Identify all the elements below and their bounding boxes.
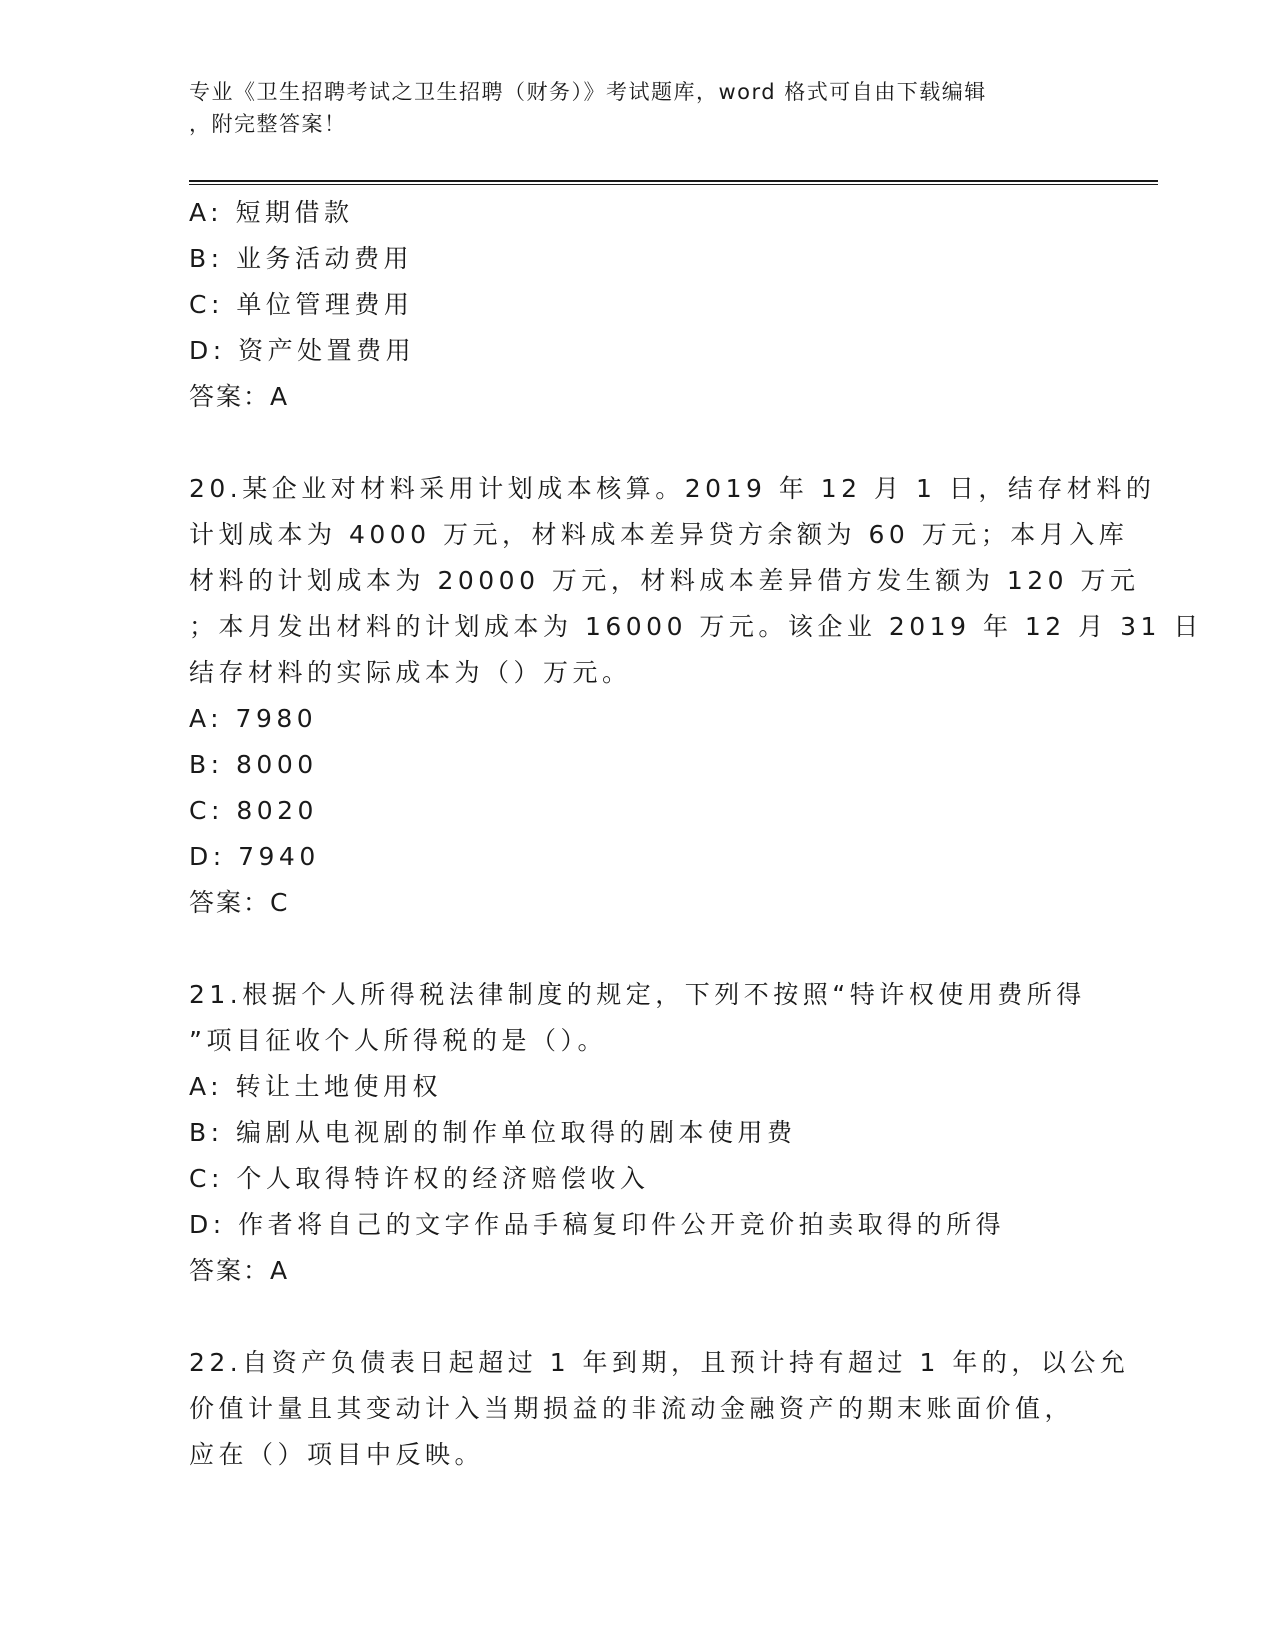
option-a: A: 7980 xyxy=(189,704,318,733)
header-divider-thick xyxy=(189,180,1158,182)
spacer xyxy=(189,420,1089,466)
question-text-line: 22.自资产负债表日起超过 1 年到期，且预计持有超过 1 年的，以公允 xyxy=(189,1348,1130,1377)
question-text-line: ”项目征收个人所得税的是（）。 xyxy=(189,1026,607,1055)
question-21-block xyxy=(189,972,1089,1294)
question-text-line: ；本月发出材料的计划成本为 16000 万元。该企业 2019 年 12 月 31 日 xyxy=(189,612,1203,641)
question-22-block xyxy=(189,1340,1130,1478)
answer-line: 答案：A xyxy=(189,382,290,411)
question-text-line: 价值计量且其变动计入当期损益的非流动金融资产的期末账面价值， xyxy=(189,1394,1075,1423)
option-a: A: 短期借款 xyxy=(189,198,354,227)
option-c: C: 单位管理费用 xyxy=(189,290,414,319)
header-line-2: ，附完整答案！ xyxy=(189,112,347,136)
question-text-line: 21.根据个人所得税法律制度的规定，下列不按照“特许权使用费所得 xyxy=(189,980,1086,1009)
option-d: D: 作者将自己的文字作品手稿复印件公开竞价拍卖取得的所得 xyxy=(189,1210,1006,1239)
question-text-line: 材料的计划成本为 20000 万元，材料成本差异借方发生额为 120 万元 xyxy=(189,566,1140,595)
question-text-line: 应在（）项目中反映。 xyxy=(189,1440,485,1469)
question-text-line: 20.某企业对材料采用计划成本核算。2019 年 12 月 1 日，结存材料的 xyxy=(189,474,1156,503)
option-b: B: 8000 xyxy=(189,750,318,779)
header-line-1: 专业《卫生招聘考试之卫生招聘（财务）》考试题库，word 格式可自由下载编辑 xyxy=(189,80,987,104)
option-c: C: 个人取得特许权的经济赔偿收入 xyxy=(189,1164,650,1193)
question-text-line: 计划成本为 4000 万元，材料成本差异贷方余额为 60 万元；本月入库 xyxy=(189,520,1129,549)
question-20-block xyxy=(189,466,1203,926)
option-d: D: 资产处置费用 xyxy=(189,336,416,365)
option-d: D: 7940 xyxy=(189,842,320,871)
answer-line: 答案：A xyxy=(189,1256,290,1285)
question-text-line: 结存材料的实际成本为（）万元。 xyxy=(189,658,632,687)
answer-line: 答案：C xyxy=(189,888,290,917)
option-a: A: 转让土地使用权 xyxy=(189,1072,443,1101)
option-b: B: 编剧从电视剧的制作单位取得的剧本使用费 xyxy=(189,1118,797,1147)
question-19-block xyxy=(189,190,1089,420)
option-c: C: 8020 xyxy=(189,796,318,825)
option-b: B: 业务活动费用 xyxy=(189,244,414,273)
header-divider-thin xyxy=(189,184,1158,185)
spacer xyxy=(189,1294,1089,1340)
document-header xyxy=(189,76,1069,140)
spacer xyxy=(189,926,1089,972)
document-body xyxy=(189,190,1203,1478)
